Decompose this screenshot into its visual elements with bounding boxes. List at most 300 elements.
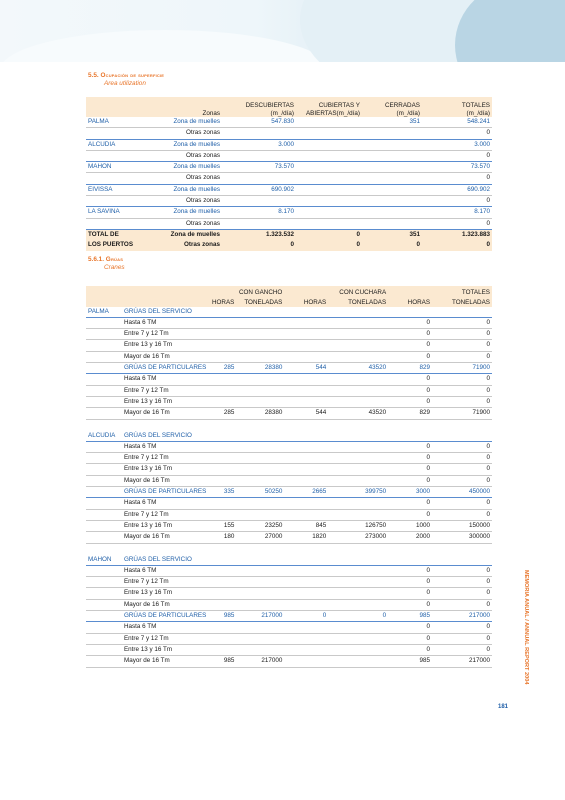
empty-cell [210,431,236,442]
cuchara-toneladas-cell [328,464,388,475]
totales-horas-cell: 0 [388,577,432,588]
totales-horas-cell: 0 [388,317,432,328]
cuchara-toneladas-cell [328,577,388,588]
totales-cell: 0 [422,128,492,139]
cubiertas-cell [296,173,362,184]
cerradas-cell [362,218,422,229]
cerradas-cell [362,184,422,195]
cuchara-toneladas-cell [328,656,388,667]
row-label-cell: GRÚAS DE PARTICULARES [122,611,210,622]
port-name-cell [86,487,122,498]
totales-toneladas-cell: 0 [432,317,492,328]
col-header-totales: TOTALES (m_/día) [422,97,492,117]
port-name-cell [86,475,122,486]
table-row [86,184,492,195]
table-row [86,498,492,509]
totales-horas-cell: 985 [388,656,432,667]
totales-horas-cell: 985 [388,611,432,622]
table-row [86,622,492,633]
cuchara-horas-cell [284,644,328,655]
totales-toneladas-cell: 0 [432,599,492,610]
port-name-cell [86,599,122,610]
header-banner [0,0,565,62]
gancho-toneladas-cell [236,340,284,351]
cuchara-toneladas-cell [328,588,388,599]
zona-cell: Otras zonas [156,196,222,207]
gancho-toneladas-cell: 217000 [236,611,284,622]
total-row [86,229,492,240]
port-name-cell: EIVISSA [86,184,156,195]
zona-cell: Otras zonas [156,150,222,161]
cuchara-toneladas-cell: 43520 [328,408,388,419]
port-name-cell [86,565,122,576]
totales-toneladas-cell: 0 [432,588,492,599]
table-row [86,577,492,588]
col-header-cerradas: CERRADAS (m_/día) [362,97,422,117]
total-zona-cell: Otras zonas [156,240,222,250]
table-row [86,139,492,150]
cuchara-horas-cell: 544 [284,363,328,374]
empty-cell [328,307,388,318]
totales-toneladas-cell: 450000 [432,487,492,498]
cerradas-cell [362,173,422,184]
row-label-cell: Entre 13 y 16 Tm [122,644,210,655]
table-row [86,396,492,407]
descubiertas-cell: 8.170 [222,207,296,218]
gancho-horas-cell [210,453,236,464]
totales-toneladas-cell: 0 [432,565,492,576]
page-number: 181 [498,704,509,710]
cuchara-horas-cell: 2665 [284,487,328,498]
row-label-cell: Hasta 6 TM [122,374,210,385]
port-name-cell [86,498,122,509]
gancho-toneladas-cell [236,509,284,520]
port-name-cell [86,644,122,655]
table-row [86,340,492,351]
cuchara-horas-cell [284,633,328,644]
row-label-cell: Hasta 6 TM [122,317,210,328]
totales-toneladas-cell: 0 [432,340,492,351]
totales-horas-cell: 0 [388,588,432,599]
cuchara-toneladas-cell: 0 [328,611,388,622]
table-row [86,644,492,655]
port-name-cell [86,363,122,374]
gancho-horas-cell [210,509,236,520]
cuchara-horas-cell [284,385,328,396]
row-label-cell: Hasta 6 TM [122,565,210,576]
gancho-toneladas-cell [236,464,284,475]
port-name-cell: MAHON [86,555,122,566]
total-zona-cell: Zona de muelles [156,229,222,240]
col-header-zonas: Zonas [156,97,222,117]
section-561-number: 5.6.1. [88,256,104,263]
gancho-horas-cell [210,441,236,452]
cerradas-cell [362,196,422,207]
row-label-cell: GRÚAS DE PARTICULARES [122,487,210,498]
table-header-row [86,97,492,117]
zona-cell: Zona de muelles [156,207,222,218]
totales-toneladas-cell: 0 [432,464,492,475]
total-totales-cell: 1.323.883 [422,229,492,240]
row-label-cell: Entre 13 y 16 Tm [122,340,210,351]
row-label-cell: Hasta 6 TM [122,622,210,633]
cubiertas-cell [296,150,362,161]
gancho-horas-cell: 985 [210,656,236,667]
totales-toneladas-cell: 0 [432,509,492,520]
table-row [86,162,492,173]
total-row [86,240,492,250]
gancho-toneladas-cell [236,351,284,362]
col-header-descubiertas: DESCUBIERTAS (m_/día) [222,97,296,117]
cuchara-toneladas-cell [328,475,388,486]
port-name-cell [86,340,122,351]
totales-horas-cell: 0 [388,374,432,385]
port-name-cell: PALMA [86,307,122,318]
totales-toneladas-cell: 0 [432,351,492,362]
table-row [86,520,492,531]
table-row [86,351,492,362]
totales-toneladas-cell: 0 [432,475,492,486]
totales-horas-cell: 2000 [388,532,432,543]
port-name-cell [86,622,122,633]
gancho-toneladas-cell: 28380 [236,363,284,374]
table-row [86,117,492,128]
area-utilization-table [86,97,492,251]
section-55-number: 5.5. [88,72,99,79]
totales-horas-cell: 0 [388,565,432,576]
descubiertas-cell: 73.570 [222,162,296,173]
totales-horas-cell: 829 [388,408,432,419]
gancho-toneladas-cell [236,475,284,486]
gancho-toneladas-cell [236,599,284,610]
total-descubiertas-cell: 1.323.532 [222,229,296,240]
cuchara-horas-cell: 845 [284,520,328,531]
zona-cell: Otras zonas [156,218,222,229]
cubiertas-cell [296,218,362,229]
cuchara-horas-cell [284,464,328,475]
port-name-cell [86,351,122,362]
cuchara-toneladas-cell [328,509,388,520]
empty-cell [388,555,432,566]
gancho-toneladas-cell [236,385,284,396]
port-name-cell [86,317,122,328]
particulares-row [86,487,492,498]
total-label-cell: LOS PUERTOS [86,240,156,250]
col-header-toneladas-cuchara: TONELADAS [328,296,388,306]
port-name-cell [86,464,122,475]
totales-toneladas-cell: 0 [432,622,492,633]
cuchara-toneladas-cell [328,565,388,576]
totales-horas-cell: 0 [388,441,432,452]
totales-toneladas-cell: 0 [432,633,492,644]
totales-toneladas-cell: 0 [432,385,492,396]
totales-cell: 0 [422,150,492,161]
port-name-cell [86,385,122,396]
cuchara-horas-cell [284,565,328,576]
cuchara-horas-cell [284,453,328,464]
gancho-horas-cell [210,622,236,633]
gancho-horas-cell [210,464,236,475]
cubiertas-cell [296,139,362,150]
gancho-horas-cell [210,340,236,351]
total-label-cell: TOTAL DE [86,229,156,240]
gancho-toneladas-cell [236,588,284,599]
cerradas-cell [362,150,422,161]
totales-horas-cell: 0 [388,464,432,475]
section-561-title: Grúas [105,256,124,263]
gancho-horas-cell [210,317,236,328]
cerradas-cell [362,128,422,139]
port-name-cell: ALCUDIA [86,431,122,442]
table-row [86,475,492,486]
descubiertas-cell [222,173,296,184]
totales-horas-cell: 829 [388,363,432,374]
row-label-cell: Hasta 6 TM [122,441,210,452]
table-row [86,656,492,667]
gancho-horas-cell [210,588,236,599]
port-name-cell [86,218,156,229]
table-row [86,207,492,218]
port-name-cell [86,577,122,588]
empty-cell [432,555,492,566]
totales-cell: 690.902 [422,184,492,195]
table-row [86,128,492,139]
cerradas-cell: 351 [362,117,422,128]
empty-cell [432,431,492,442]
gancho-horas-cell: 285 [210,408,236,419]
gancho-toneladas-cell [236,441,284,452]
port-name-cell [86,196,156,207]
cuchara-horas-cell [284,340,328,351]
zona-cell: Otras zonas [156,173,222,184]
descubiertas-cell [222,196,296,207]
totales-horas-cell: 0 [388,351,432,362]
col-header-horas-cuchara: HORAS [284,296,328,306]
empty-cell [284,307,328,318]
col-header-horas-gancho: HORAS [210,296,236,306]
row-label-cell: Hasta 6 TM [122,498,210,509]
totales-horas-cell: 0 [388,340,432,351]
cuchara-horas-cell [284,498,328,509]
table-row [86,150,492,161]
cuchara-toneladas-cell: 43520 [328,363,388,374]
row-label-cell: Entre 13 y 16 Tm [122,588,210,599]
cuchara-horas-cell: 544 [284,408,328,419]
row-label-cell: Entre 13 y 16 Tm [122,464,210,475]
cuchara-toneladas-cell [328,599,388,610]
totales-toneladas-cell: 217000 [432,656,492,667]
gancho-toneladas-cell [236,622,284,633]
totales-horas-cell: 0 [388,475,432,486]
cubiertas-cell [296,196,362,207]
gancho-toneladas-cell [236,317,284,328]
total-descubiertas-cell: 0 [222,240,296,250]
gancho-toneladas-cell [236,565,284,576]
descubiertas-cell: 3.000 [222,139,296,150]
gancho-toneladas-cell: 27000 [236,532,284,543]
cuchara-horas-cell [284,351,328,362]
zona-cell: Zona de muelles [156,184,222,195]
cuchara-toneladas-cell [328,374,388,385]
descubiertas-cell: 547.830 [222,117,296,128]
cuchara-toneladas-cell [328,385,388,396]
totales-toneladas-cell: 0 [432,453,492,464]
cuchara-toneladas-cell [328,329,388,340]
gancho-horas-cell [210,475,236,486]
row-label-cell: GRÚAS DE PARTICULARES [122,363,210,374]
gancho-horas-cell [210,498,236,509]
row-label-cell: Mayor de 16 Tm [122,408,210,419]
table-row [86,173,492,184]
table-row [86,329,492,340]
descubiertas-cell [222,218,296,229]
total-cubiertas-cell: 0 [296,240,362,250]
gancho-toneladas-cell: 50250 [236,487,284,498]
port-name-cell [86,408,122,419]
servicio-header-row [86,431,492,442]
cuchara-toneladas-cell [328,441,388,452]
cuchara-horas-cell: 0 [284,611,328,622]
row-label-cell: Entre 7 y 12 Tm [122,577,210,588]
empty-cell [328,431,388,442]
totales-cell: 548.241 [422,117,492,128]
gancho-horas-cell [210,577,236,588]
totales-horas-cell: 0 [388,644,432,655]
totales-toneladas-cell: 150000 [432,520,492,531]
cuchara-toneladas-cell: 273000 [328,532,388,543]
row-label-cell: Entre 7 y 12 Tm [122,385,210,396]
totales-toneladas-cell: 0 [432,577,492,588]
zona-cell: Otras zonas [156,128,222,139]
gancho-horas-cell: 985 [210,611,236,622]
port-name-cell [86,173,156,184]
section-561-heading [88,256,125,272]
col-header-toneladas-gancho: TONELADAS [236,296,284,306]
cuchara-toneladas-cell [328,396,388,407]
cubiertas-cell [296,117,362,128]
empty-cell [210,555,236,566]
gancho-toneladas-cell [236,644,284,655]
col-header-totales: TOTALES [432,286,492,296]
row-label-cell: Mayor de 16 Tm [122,475,210,486]
port-name-cell [86,374,122,385]
totales-horas-cell: 0 [388,329,432,340]
section-55-subtitle: Area utilization [104,80,146,87]
servicio-header-row [86,555,492,566]
cuchara-horas-cell [284,396,328,407]
port-name-cell [86,329,122,340]
row-label-cell: Entre 7 y 12 Tm [122,329,210,340]
cuchara-horas-cell [284,622,328,633]
cuchara-toneladas-cell [328,498,388,509]
port-name-cell: LA SAVINA [86,207,156,218]
port-name-cell [86,509,122,520]
row-label-cell: Entre 13 y 16 Tm [122,520,210,531]
cerradas-cell [362,207,422,218]
cubiertas-cell [296,128,362,139]
table-row [86,408,492,419]
zona-cell: Zona de muelles [156,139,222,150]
totales-horas-cell: 0 [388,498,432,509]
table-row [86,374,492,385]
totales-cell: 0 [422,196,492,207]
section-55-heading [88,72,164,88]
port-name-cell: PALMA [86,117,156,128]
port-name-cell: ALCUDIA [86,139,156,150]
totales-horas-cell: 0 [388,453,432,464]
row-label-cell: Mayor de 16 Tm [122,351,210,362]
particulares-row [86,611,492,622]
totales-horas-cell: 0 [388,633,432,644]
col-header-cubiertas: CUBIERTAS Y ABIERTAS(m_/día) [296,97,362,117]
gancho-horas-cell [210,351,236,362]
row-label-cell: Entre 7 y 12 Tm [122,633,210,644]
totales-cell: 73.570 [422,162,492,173]
totales-horas-cell: 0 [388,509,432,520]
empty-cell [328,555,388,566]
table-row [86,599,492,610]
col-header-con-cuchara: CON CUCHARA [328,286,388,296]
table-row [86,588,492,599]
gancho-toneladas-cell: 28380 [236,408,284,419]
totales-cell: 0 [422,173,492,184]
port-name-cell [86,611,122,622]
descubiertas-cell: 690.902 [222,184,296,195]
gancho-toneladas-cell: 23250 [236,520,284,531]
cuchara-horas-cell [284,441,328,452]
cuchara-toneladas-cell: 126750 [328,520,388,531]
gancho-toneladas-cell [236,498,284,509]
port-name-cell [86,520,122,531]
table-row [86,218,492,229]
cuchara-horas-cell [284,374,328,385]
port-name-cell: MAHON [86,162,156,173]
gancho-toneladas-cell [236,374,284,385]
port-name-cell [86,128,156,139]
cranes-header-row-1 [86,286,492,296]
table-row [86,385,492,396]
cuchara-toneladas-cell [328,453,388,464]
cuchara-toneladas-cell [328,351,388,362]
table-row [86,509,492,520]
cuchara-toneladas-cell [328,644,388,655]
gancho-horas-cell [210,374,236,385]
col-header-con-gancho: CON GANCHO [236,286,284,296]
table-row [86,633,492,644]
cuchara-toneladas-cell [328,317,388,328]
totales-cell: 0 [422,218,492,229]
totales-horas-cell: 1000 [388,520,432,531]
gancho-toneladas-cell: 217000 [236,656,284,667]
table-row [86,441,492,452]
cuchara-horas-cell [284,317,328,328]
port-name-cell [86,441,122,452]
gancho-horas-cell [210,633,236,644]
empty-cell [236,307,284,318]
port-name-cell [86,532,122,543]
gancho-horas-cell [210,644,236,655]
table-row [86,464,492,475]
totales-horas-cell: 0 [388,385,432,396]
cubiertas-cell [296,162,362,173]
row-label-cell: Entre 13 y 16 Tm [122,396,210,407]
totales-toneladas-cell: 0 [432,644,492,655]
gancho-horas-cell: 180 [210,532,236,543]
cuchara-horas-cell [284,329,328,340]
totales-toneladas-cell: 300000 [432,532,492,543]
table-row [86,565,492,576]
port-name-cell [86,588,122,599]
